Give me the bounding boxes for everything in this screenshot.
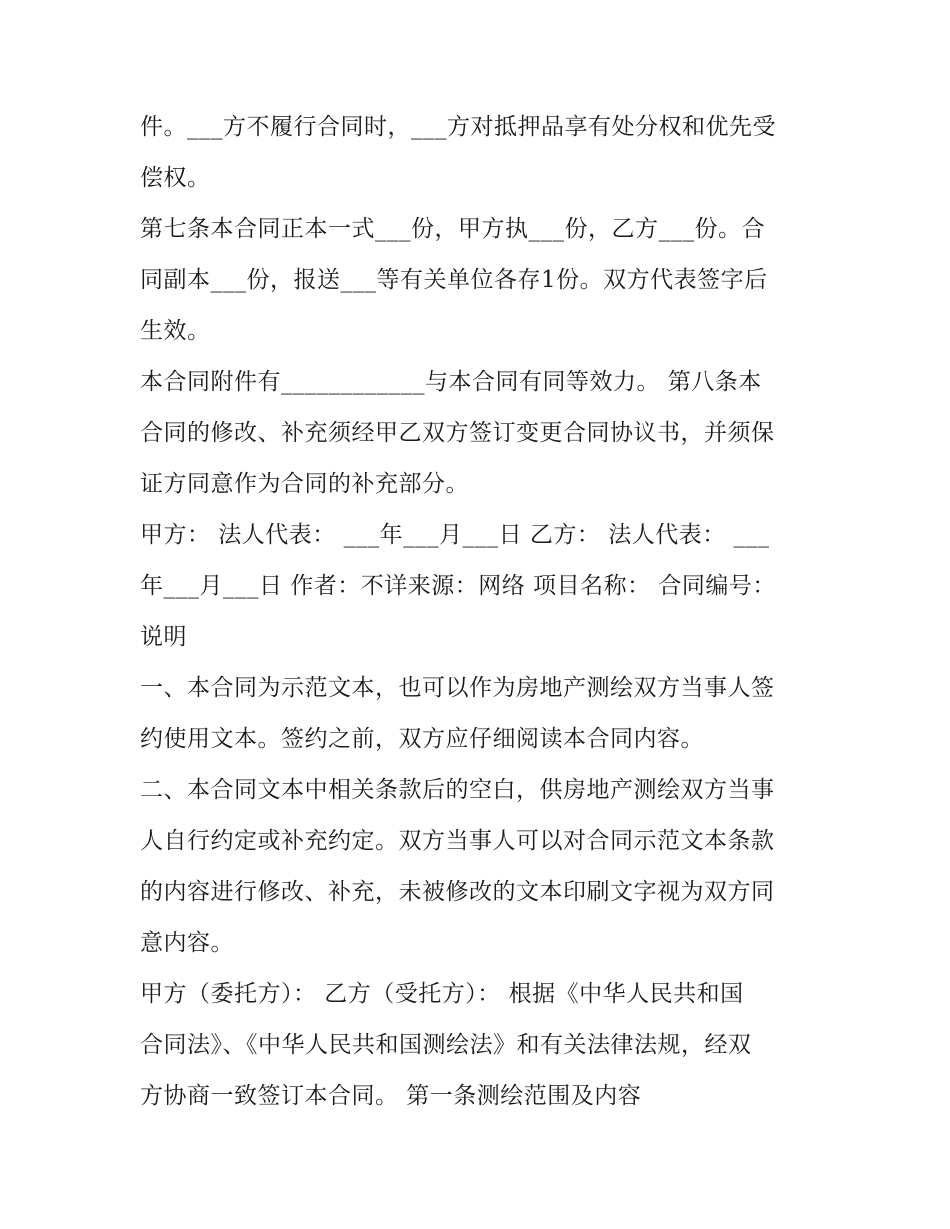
text-line: 本合同附件有____________与本合同有同等效力。 第八条本 [140,369,762,395]
text-line: 人自行约定或补充约定。双方当事人可以对合同示范文本条款 [140,828,775,854]
text-line: 证方同意作为合同的补充部分。 [140,471,469,497]
text-line: 二、本合同文本中相关条款后的空白，供房地产测绘双方当事 [140,777,775,803]
text-line: 同副本___份，报送___等有关单位各存1份。双方代表签字后 [140,267,768,293]
section-heading: 说明 [140,624,187,650]
text-line: 第七条本合同正本一式___份，甲方执___份，乙方___份。合 [140,216,765,242]
text-line: 一、本合同为示范文本，也可以作为房地产测绘双方当事人签 [140,675,775,701]
text-line: 偿权。 [140,165,211,191]
text-line: 合同的修改、补充须经甲乙双方签订变更合同协议书，并须保 [140,420,775,446]
text-line: 约使用文本。签约之前，双方应仔细阅读本合同内容。 [140,726,704,752]
text-line: 甲方（委托方）： 乙方（受托方）： 根据《中华人民共和国 [140,981,744,1007]
text-line: 年___月___日 作者：不详来源：网络 项目名称： 合同编号： [140,573,776,599]
text-line: 合同法》、《中华人民共和国测绘法》和有关法律法规，经双 [140,1032,752,1058]
text-line: 件。___方不履行合同时，___方对抵押品享有处分权和优先受 [140,114,776,140]
text-line: 的内容进行修改、补充，未被修改的文本印刷文字视为双方同 [140,879,775,905]
text-line: 方协商一致签订本合同。 第一条测绘范围及内容 [140,1083,642,1109]
document-page [140,102,820,1122]
text-line: 意内容。 [140,930,234,956]
text-line: 甲方： 法人代表： ___年___月___日 乙方： 法人代表： ___ [140,522,770,548]
text-line: 生效。 [140,318,211,344]
